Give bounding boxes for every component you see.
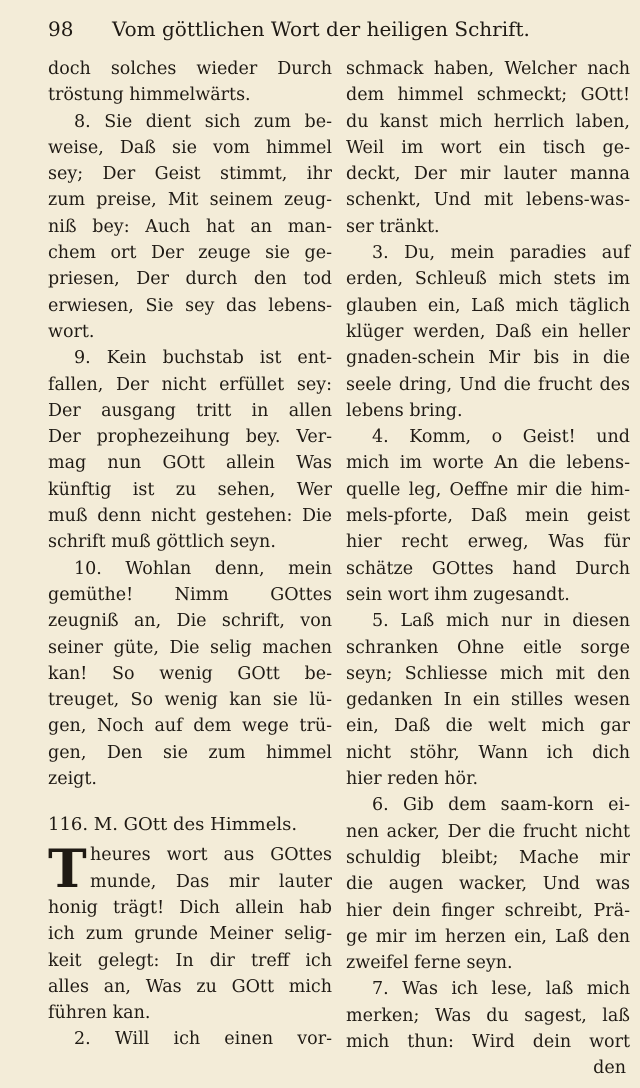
text-line: niß bey: Auch hat an man- <box>48 216 332 237</box>
text-line: hier dein finger schreibt, Prä- <box>346 900 630 921</box>
text-line: schranken Ohne eitle sorge <box>346 637 630 658</box>
text-line: nicht stöhr, Wann ich dich <box>346 742 630 763</box>
right-column <box>346 56 630 1082</box>
text-line: doch solches wieder Durch <box>48 59 332 79</box>
text-line: quelle leg, Oeffne mir die him- <box>346 479 630 500</box>
text-line: mag nun GOtt allein Was <box>48 453 332 474</box>
text-line: gen, Noch auf dem wege trü- <box>48 716 332 737</box>
text-line: 3. Du, mein paradies auf <box>372 243 630 264</box>
text-line: treuget, So wenig kan sie lü- <box>48 690 332 711</box>
text-line: ser tränkt. <box>346 216 440 237</box>
text-line: wort. <box>48 321 95 342</box>
text-line: 4. Komm, o Geist! und <box>372 427 630 448</box>
text-line: Weil im wort ein tisch ge- <box>346 137 630 158</box>
text-line: 9. Kein buchstab ist ent- <box>74 348 332 369</box>
text-line: seele dring, Und die frucht des <box>346 374 630 395</box>
text-line: seyn; Schliesse mich mit den <box>346 663 630 684</box>
text-line: 10. Wohlan denn, mein <box>74 558 332 579</box>
text-line: muß denn nicht gestehen: Die <box>48 506 332 527</box>
text-line: ich zum grunde Meiner selig- <box>48 924 332 945</box>
text-line: 5. Laß mich nur in diesen <box>372 611 630 632</box>
text-line: ein, Daß die welt mich gar <box>346 716 630 737</box>
text-line: honig trägt! Dich allein hab <box>48 897 332 918</box>
running-title: Vom göttlichen Wort der heiligen Schrift. <box>112 17 530 41</box>
text-line: schätze GOttes hand Durch <box>346 558 630 579</box>
text-line: 6. Gib dem saam-korn ei- <box>372 795 630 816</box>
text-line: keit gelegt: In dir treff ich <box>48 950 332 971</box>
text-line: erwiesen, Sie sey das lebens- <box>48 295 332 316</box>
text-line: zweifel ferne seyn. <box>346 953 513 974</box>
text-line: mich im worte An die lebens- <box>346 453 630 474</box>
page-number: 98 <box>48 17 74 41</box>
text-line: fallen, Der nicht erfüllet sey: <box>48 374 332 395</box>
left-column <box>48 56 332 1053</box>
text-line: mich thun: Wird dein wort <box>346 1031 630 1052</box>
text-line: munde, Das mir lauter <box>90 871 332 892</box>
text-line: schenkt, Und mit lebens-was- <box>346 190 630 211</box>
text-line: Der prophezeihung bey. Ver- <box>48 427 332 448</box>
text-line: 2. Will ich einen vor- <box>74 1029 332 1050</box>
text-line: gemüthe! Nimm GOttes <box>48 584 332 605</box>
text-line: du kanst mich herrlich laben, <box>346 111 630 132</box>
text-line: schmack haben, Welcher nach <box>346 59 630 79</box>
text-line: gen, Den sie zum himmel <box>48 742 332 763</box>
text-line: seiner güte, Die selig machen <box>48 637 332 658</box>
text-line: dem himmel schmeckt; GOtt! <box>346 85 630 106</box>
text-line: nen acker, Der die frucht nicht <box>346 821 630 842</box>
text-line: priesen, Der durch den tod <box>48 269 332 290</box>
text-line: zeugniß an, Die schrift, von <box>48 611 332 632</box>
text-line: deckt, Der mir lauter manna <box>346 164 630 185</box>
text-line: ge mir im herzen ein, Laß den <box>346 926 630 947</box>
text-line: merken; Was du sagest, laß <box>346 1005 630 1026</box>
left-text-block <box>48 56 332 792</box>
text-line: gnaden-schein Mir bis in die <box>346 348 630 369</box>
text-line: führen kan. <box>48 1003 151 1024</box>
spacer <box>48 792 332 808</box>
text-line: mels-pforte, Daß mein geist <box>346 506 630 527</box>
text-line: klüger werden, Daß ein heller <box>346 321 630 342</box>
text-line: alles an, Was zu GOtt mich <box>48 976 332 997</box>
text-line: schuldig bleibt; Mache mir <box>346 847 630 868</box>
text-line: 8. Sie dient sich zum be- <box>74 111 332 132</box>
text-line: zum preise, Mit seinem zeug- <box>48 190 332 211</box>
text-line: Der ausgang tritt in allen <box>48 400 332 421</box>
text-line: weise, Daß sie vom himmel <box>48 137 332 158</box>
text-line: sey; Der Geist stimmt, ihr <box>48 164 332 185</box>
text-line: sein wort ihm zugesandt. <box>346 584 570 605</box>
text-line: kan! So wenig GOtt be- <box>48 663 332 684</box>
right-text-block <box>346 56 630 1055</box>
text-line: lebens bring. <box>346 400 463 421</box>
text-line: gedanken In ein stilles wesen <box>346 690 630 711</box>
text-line: hier reden hör. <box>346 769 479 790</box>
text-line: chem ort Der zeuge sie ge- <box>48 243 332 264</box>
page-header <box>48 14 608 44</box>
text-line: künftig ist zu sehen, Wer <box>48 479 332 500</box>
text-line: die augen wacker, Und was <box>346 874 630 895</box>
hymn-title: 116. M. GOtt des Himmels. <box>48 814 298 836</box>
drop-cap: T <box>48 839 87 901</box>
text-line: heures wort aus GOttes <box>90 845 332 866</box>
hymn-lines <box>48 839 332 1052</box>
text-line: tröstung himmelwärts. <box>48 85 251 106</box>
hymn-text-block <box>48 839 332 1052</box>
text-line: hier recht erweg, Was für <box>346 532 630 553</box>
text-line: schrift muß göttlich seyn. <box>48 532 276 553</box>
text-line: 7. Was ich lese, laß mich <box>372 979 630 1000</box>
text-line: erden, Schleuß mich stets im <box>346 269 630 290</box>
catchword: den <box>593 1058 626 1079</box>
text-line: glauben ein, Laß mich täglich <box>346 295 630 316</box>
text-line: zeigt. <box>48 769 97 790</box>
